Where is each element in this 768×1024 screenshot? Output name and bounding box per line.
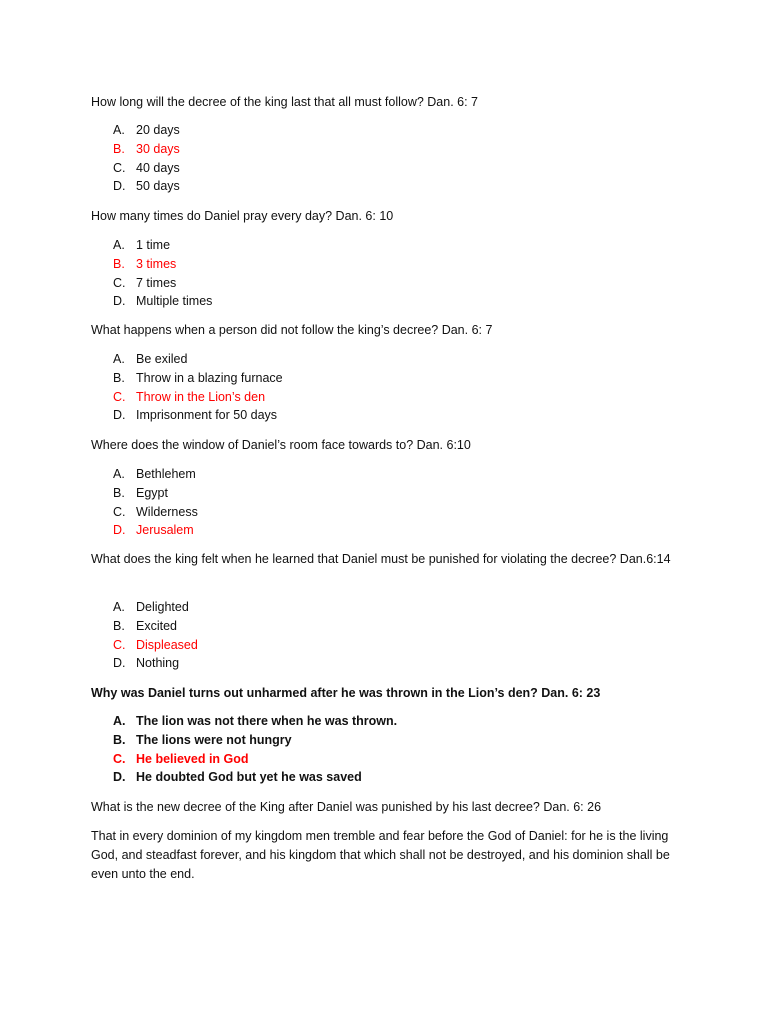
option-text: 20 days (136, 123, 180, 137)
question-1: How long will the decree of the king last that all must follow? Dan. 6: 7 (91, 95, 479, 109)
option-text: 7 times (136, 275, 177, 290)
question-5-options (113, 598, 198, 673)
option-letter: C. (113, 751, 126, 766)
option-text: 40 days (136, 160, 180, 175)
option-6d (113, 768, 397, 787)
option-1a (113, 121, 180, 140)
option-4a (113, 465, 198, 484)
option-text: Multiple times (136, 294, 213, 309)
option-text: Jerusalem (136, 523, 194, 538)
option-letter: B. (113, 485, 125, 500)
option-4b (113, 484, 198, 503)
option-text: 1 time (136, 238, 171, 252)
option-5a (113, 598, 198, 617)
option-text: The lion was not there when he was thrown. (136, 714, 398, 728)
option-text: Imprisonment for 50 days (136, 408, 278, 423)
option-letter: C. (113, 504, 126, 519)
option-6a (113, 712, 397, 731)
option-letter: A. (113, 352, 125, 366)
option-3c-correct (113, 388, 283, 407)
option-6b (113, 731, 397, 750)
option-text: Bethlehem (136, 467, 196, 481)
option-text: Egypt (136, 485, 168, 500)
option-2a (113, 236, 212, 255)
option-text: 30 days (136, 141, 180, 156)
question-7: What is the new decree of the King after Daniel was punished by his last decree? Dan. 6: 26 (91, 800, 602, 814)
option-text: Excited (136, 618, 177, 633)
option-letter: A. (113, 467, 125, 481)
option-letter: A. (113, 600, 125, 614)
question-1-options (113, 121, 180, 196)
option-text: Displeased (136, 637, 198, 652)
option-letter: A. (113, 714, 126, 728)
option-1c (113, 159, 180, 178)
option-1b-correct (113, 140, 180, 159)
option-3d (113, 406, 283, 425)
option-letter: D. (113, 656, 126, 671)
option-letter: D. (113, 770, 126, 785)
option-letter: B. (113, 618, 125, 633)
question-4: Where does the window of Daniel’s room face towards to? Dan. 6:10 (91, 438, 471, 452)
option-letter: B. (113, 141, 125, 156)
answer-paragraph: That in every dominion of my kingdom men tremble and fear before the God of Daniel: for he is the living God, and steadfast forever, and his kingdom that which shall not be destroyed, and his dominion shall be even unto the end. (91, 829, 670, 881)
option-letter: C. (113, 637, 126, 652)
option-letter: B. (113, 256, 125, 271)
option-3b (113, 369, 283, 388)
question-3-options (113, 350, 283, 425)
option-letter: B. (113, 732, 126, 747)
question-4-options (113, 465, 198, 540)
question-2: How many times do Daniel pray every day? Dan. 6: 10 (91, 209, 394, 223)
option-text: The lions were not hungry (136, 732, 292, 747)
option-5d (113, 654, 198, 673)
option-text: Be exiled (136, 352, 188, 366)
question-6-options (113, 712, 397, 787)
option-text: Throw in a blazing furnace (136, 370, 283, 385)
option-letter: D. (113, 294, 126, 309)
option-letter: A. (113, 123, 125, 137)
question-2-options (113, 236, 212, 311)
option-4c (113, 503, 198, 522)
option-letter: D. (113, 408, 126, 423)
option-text: 3 times (136, 256, 177, 271)
option-5c-correct (113, 636, 198, 655)
option-1d (113, 177, 180, 196)
option-6c-correct (113, 750, 397, 769)
question-3: What happens when a person did not follow the king’s decree? Dan. 6: 7 (91, 323, 493, 337)
question-5: What does the king felt when he learned that Daniel must be punished for violating the decree? Dan.6:14 (91, 552, 671, 566)
option-2c (113, 274, 212, 293)
option-letter: D. (113, 523, 126, 538)
option-letter: C. (113, 389, 126, 404)
option-letter: A. (113, 238, 125, 252)
question-6: Why was Daniel turns out unharmed after he was thrown in the Lion’s den? Dan. 6: 23 (91, 686, 601, 700)
option-text: Nothing (136, 656, 180, 671)
option-3a (113, 350, 283, 369)
option-4d-correct (113, 521, 198, 540)
option-5b (113, 617, 198, 636)
option-letter: C. (113, 275, 126, 290)
option-letter: D. (113, 179, 126, 194)
option-2b-correct (113, 255, 212, 274)
option-text: Delighted (136, 600, 189, 614)
option-letter: B. (113, 370, 125, 385)
option-text: He doubted God but yet he was saved (136, 770, 362, 785)
option-letter: C. (113, 160, 126, 175)
option-text: He believed in God (136, 751, 249, 766)
option-text: 50 days (136, 179, 180, 194)
option-text: Wilderness (136, 504, 198, 519)
option-text: Throw in the Lion’s den (136, 389, 266, 404)
option-2d (113, 292, 212, 311)
